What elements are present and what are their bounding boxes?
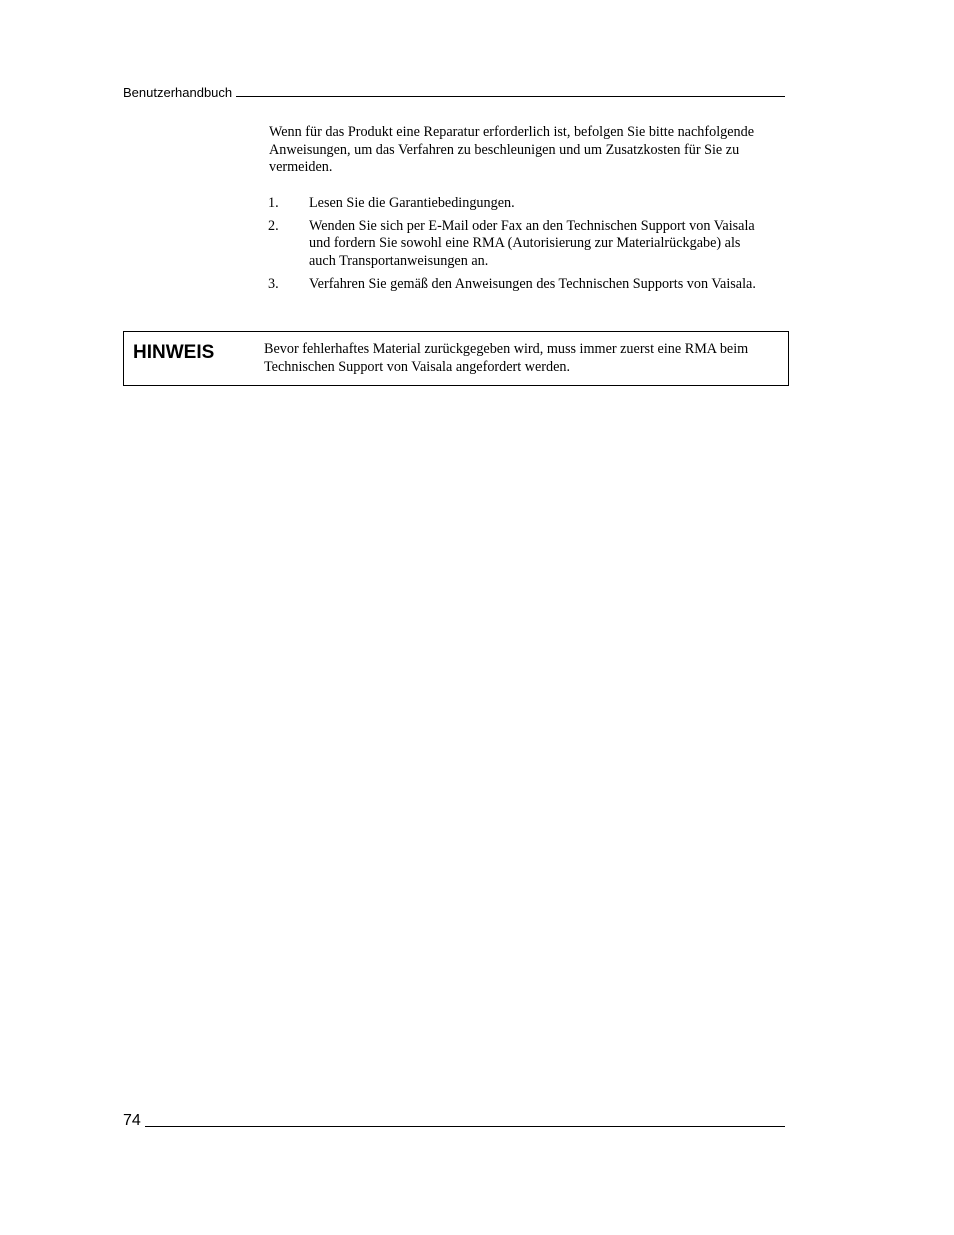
list-item <box>269 276 759 294</box>
header-rule <box>236 96 785 97</box>
step-text: Wenden Sie sich per E-Mail oder Fax an den Technischen Support von Vaisala und fordern Sie sowohl eine RMA (Autorisierung zur Materialrückgabe) als auch Transportanweisungen an. <box>309 217 755 270</box>
note-label: HINWEIS <box>133 342 215 363</box>
list-item <box>269 218 759 271</box>
intro-paragraph: Wenn für das Produkt eine Reparatur erforderlich ist, befolgen Sie bitte nachfolgende Anweisungen, um das Verfahren zu beschleunigen und um Zusatzkosten für Sie zu vermeiden. <box>269 124 755 176</box>
header-title: Benutzerhandbuch <box>123 85 233 100</box>
list-item <box>269 195 759 213</box>
footer-rule <box>145 1126 785 1127</box>
step-text: Verfahren Sie gemäß den Anweisungen des Technischen Supports von Vaisala. <box>309 276 756 293</box>
step-text: Lesen Sie die Garantiebedingungen. <box>309 194 515 211</box>
note-box <box>123 331 789 386</box>
step-number: 3. <box>268 276 279 293</box>
step-number: 1. <box>268 194 279 211</box>
main-content <box>269 124 759 299</box>
note-text: Bevor fehlerhaftes Material zurückgegeben wird, muss immer zuerst eine RMA beim Technischen Support von Vaisala angefordert werden. <box>264 341 749 375</box>
page-footer <box>123 1110 785 1130</box>
page-header <box>123 82 785 100</box>
page-number: 74 <box>123 1112 141 1129</box>
steps-list <box>269 195 759 294</box>
step-number: 2. <box>268 217 279 234</box>
